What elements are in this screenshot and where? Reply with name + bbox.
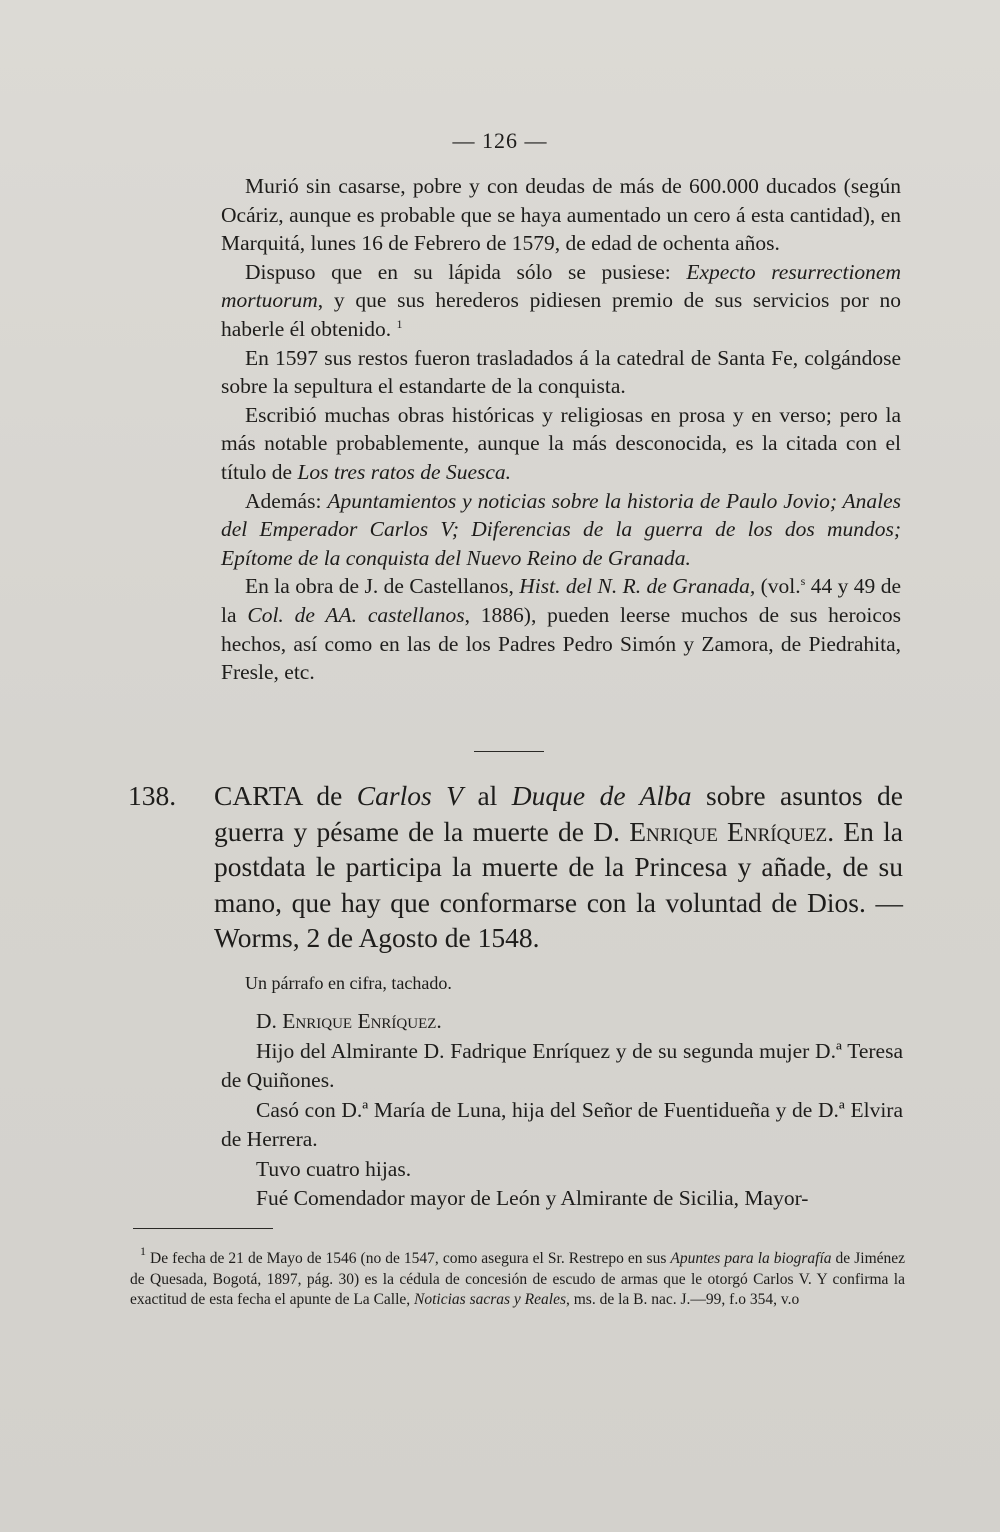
- paragraph-offices: Fué Comendador mayor de León y Almirante de Sicilia, Mayor-: [256, 1186, 809, 1210]
- entry-description: CARTA de Carlos V al Duque de Alba sobre asuntos de guerra y pésame de la muerte de D. Enrique Enríquez. En la postdata le participa la muerte de la Princesa y añade, de su mano, que hay que conformarse con la voluntad de Dios. —Worms, 2 de Agosto de 1548.: [214, 780, 903, 953]
- enriquez-notes: [221, 1007, 903, 1214]
- footnote-rule: [133, 1228, 273, 1229]
- paragraph-marriage: Casó con D.ª María de Luna, hija del Señor de Fuentidueña y de D.ª Elvira de Herrera.: [221, 1097, 903, 1151]
- paragraph-works: Escribió muchas obras históricas y religiosas en prosa y en verso; pero la más notable probablemente, aunque la más desconocida, es la citada con el título de Los tres ratos de Suesca.: [221, 402, 901, 484]
- section-separator: [474, 751, 544, 752]
- paragraph-parents: Hijo del Almirante D. Fadrique Enríquez y de su segunda mujer D.ª Teresa de Quiñones.: [221, 1038, 903, 1092]
- footnote-number: 1: [140, 1244, 146, 1258]
- paragraph-children: Tuvo cuatro hijas.: [256, 1156, 412, 1181]
- paragraph-tombstone: Dispuso que en su lápida sólo se pusiese: Expecto resurrectionem mortuorum, y que sus herederos pidiesen premio de sus servicios por no haberle él obtenido. $^1$: [221, 259, 901, 341]
- footnote: $^1$ De fecha de 21 de Mayo de 1546 (no de 1547, como asegura el Sr. Restrepo en sus Apuntes para la biografía de Jiménez de Quesada, Bogotá, 1897, pág. 30) es la cédula de concesión de escudo de armas que le otorgó Carlos V. Y confirma la exactitud de esta fecha el apunte de La Calle, Noticias sacras y Reales, ms. de la B. nac. J.—99, f.o 354, v.o: [130, 1244, 906, 1308]
- epitaph-latin: Expecto resurrectionem mortuorum: [221, 259, 901, 313]
- sender: Carlos V: [356, 780, 463, 811]
- work-title: Los tres ratos de Suesca.: [297, 459, 512, 484]
- paragraph-remains: En 1597 sus restos fueron trasladados á la catedral de Santa Fe, colgándose sobre la sepultura el estandarte de la conquista.: [221, 345, 901, 399]
- recipient: Duque de Alba: [511, 780, 692, 811]
- entry-number: 138.: [128, 780, 177, 811]
- biography-text: [221, 172, 901, 687]
- catalog-entry-138: [128, 778, 903, 956]
- paragraph-castellanos: En la obra de J. de Castellanos, Hist. del N. R. de Granada, (vol.$^s$ 44 y 49 de la Col. de AA. castellanos, 1886), pueden leerse muchos de sus heroicos hechos, así como en las de los Padres Pedro Simón y Zamora, de Piedrahita, Fresle, etc.: [221, 574, 901, 685]
- page-number: — 126 —: [452, 128, 548, 153]
- footnote-ref: 1: [396, 316, 403, 331]
- works-list: Apuntamientos y noticias sobre la historia de Paulo Jovio; Anales del Emperador Carlos V; Diferencias de la guerra de los dos mundos; Epítome de la conquista del Nuevo Reino de Granada.: [221, 488, 901, 570]
- paragraph-other-works: Además: Apuntamientos y noticias sobre la historia de Paulo Jovio; Anales del Emperador Carlos V; Diferencias de la guerra de los dos mundos; Epítome de la conquista del Nuevo Reino de Granada.: [221, 488, 901, 570]
- entry-note: Un párrafo en cifra, tachado.: [245, 973, 452, 993]
- paragraph-death: Murió sin casarse, pobre y con deudas de más de 600.000 ducados (según Ocáriz, aunque es probable que se haya aumentado un cero á esta cantidad), en Marquitá, lunes 16 de Febrero de 1579, de edad de ochenta años.: [221, 174, 901, 256]
- name-heading: D. Enrique Enríquez.: [256, 1009, 442, 1033]
